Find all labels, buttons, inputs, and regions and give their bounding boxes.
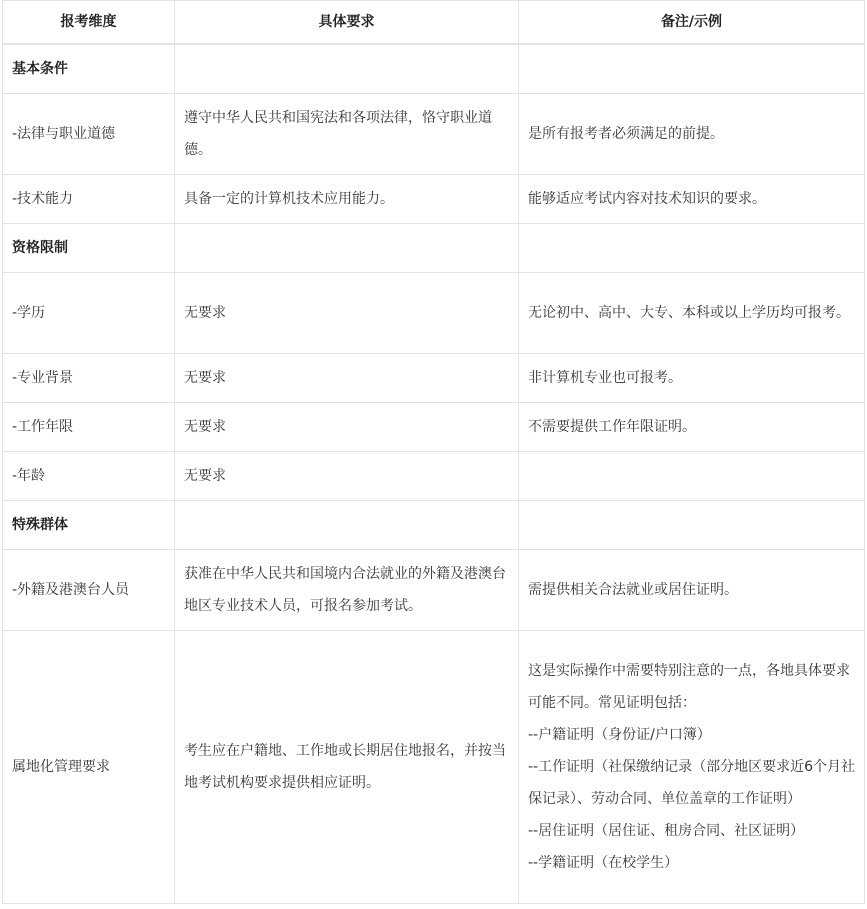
note-cell: [519, 224, 865, 273]
requirement-cell: 无要求: [175, 403, 519, 452]
note-cell: 能够适应考试内容对技术知识的要求。: [519, 175, 865, 224]
note-line: 这是实际操作中需要特别注意的一点，各地具体要求可能不同。常见证明包括：: [528, 663, 850, 711]
section-title: 资格限制: [3, 224, 175, 273]
header-dimension: 报考维度: [3, 1, 175, 45]
table-header-row: [3, 1, 865, 45]
note-cell: [519, 44, 865, 94]
header-requirement: 具体要求: [175, 1, 519, 45]
note-cell: 不需要提供工作年限证明。: [519, 403, 865, 452]
section-title: 基本条件: [3, 44, 175, 94]
requirement-cell: [175, 501, 519, 550]
requirements-table-container: [2, 0, 865, 904]
requirement-cell: [175, 224, 519, 273]
dimension-cell: -外籍及港澳台人员: [3, 550, 175, 631]
table-row: [3, 403, 865, 452]
requirement-cell: [175, 44, 519, 94]
note-cell: 非计算机专业也可报考。: [519, 354, 865, 403]
dimension-cell: -学历: [3, 273, 175, 354]
table-row: [3, 94, 865, 175]
requirement-cell: 无要求: [175, 452, 519, 501]
note-line: --学籍证明（在校学生）: [528, 855, 679, 871]
note-cell: [519, 501, 865, 550]
dimension-cell: 属地化管理要求: [3, 631, 175, 904]
dimension-cell: -工作年限: [3, 403, 175, 452]
requirement-cell: 无要求: [175, 354, 519, 403]
dimension-cell: -专业背景: [3, 354, 175, 403]
requirement-cell: 遵守中华人民共和国宪法和各项法律，恪守职业道德。: [175, 94, 519, 175]
requirement-cell: 考生应在户籍地、工作地或长期居住地报名，并按当地考试机构要求提供相应证明。: [175, 631, 519, 904]
section-title: 特殊群体: [3, 501, 175, 550]
requirements-table: [2, 0, 865, 904]
note-cell: 无论初中、高中、大专、本科或以上学历均可报考。: [519, 273, 865, 354]
table-row: [3, 44, 865, 94]
table-row: [3, 631, 865, 904]
requirement-cell: 具备一定的计算机技术应用能力。: [175, 175, 519, 224]
table-row: [3, 224, 865, 273]
table-row: [3, 273, 865, 354]
table-row: [3, 354, 865, 403]
requirement-cell: 获准在中华人民共和国境内合法就业的外籍及港澳台地区专业技术人员，可报名参加考试。: [175, 550, 519, 631]
table-row: [3, 550, 865, 631]
note-line: --户籍证明（身份证/户口簿）: [528, 727, 711, 743]
table-row: [3, 175, 865, 224]
dimension-cell: -技术能力: [3, 175, 175, 224]
note-cell: [519, 452, 865, 501]
requirement-cell: 无要求: [175, 273, 519, 354]
dimension-cell: -年龄: [3, 452, 175, 501]
note-cell: [519, 631, 865, 904]
dimension-cell: -法律与职业道德: [3, 94, 175, 175]
table-row: [3, 501, 865, 550]
note-cell: 需提供相关合法就业或居住证明。: [519, 550, 865, 631]
note-line: --工作证明（社保缴纳记录（部分地区要求近6个月社保记录）、劳动合同、单位盖章的工作证明）: [528, 759, 856, 807]
note-cell: 是所有报考者必须满足的前提。: [519, 94, 865, 175]
note-line: --居住证明（居住证、租房合同、社区证明）: [528, 823, 805, 839]
header-note: 备注/示例: [519, 1, 865, 45]
table-row: [3, 452, 865, 501]
